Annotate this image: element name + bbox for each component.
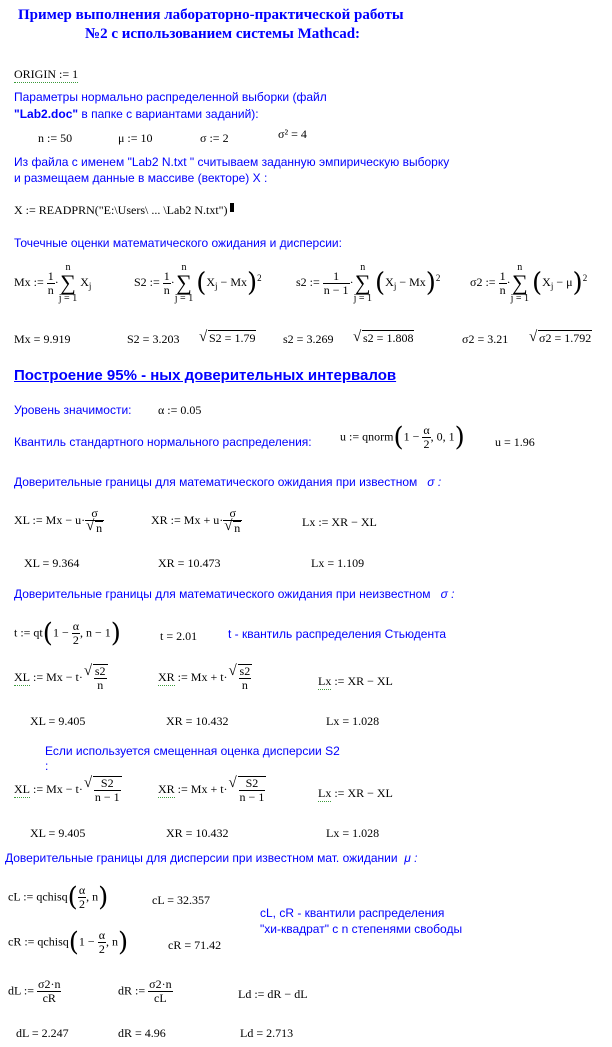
dl-formula[interactable]: dL := $\frac{\sigma 2\cdot n}{cR}$ [8, 977, 61, 1005]
sigma2-result: σ² = 4 [278, 127, 307, 141]
dr-formula[interactable]: dR := $\frac{\sigma 2\cdot n}{cL}$ [118, 977, 172, 1005]
read-expr[interactable]: X := READPRN("E:\Users\ ... \Lab2 N.txt") [14, 203, 234, 218]
params-text1: Параметры нормально распределенной выборки (файл [14, 90, 327, 104]
xr-unknown-result: XR = 10.432 [166, 714, 229, 728]
unknown-text: Доверительные границы для математического ожидания при неизвестном σ : [14, 587, 455, 601]
params-file: "Lab2.doc" [14, 107, 79, 121]
t-result: t = 2.01 [160, 629, 198, 643]
cr-result: cR = 71.42 [168, 938, 222, 952]
s2-formula[interactable]: s2 := $\frac{1}{n - 1}$ · n ∑ j = 1 $(X_j - Mx)^2$ [296, 262, 441, 304]
sqrt-S2-result: √ S2 = 1.79 [200, 330, 256, 346]
xr-known-formula[interactable]: XR := Mx + u· σ √ n [151, 507, 242, 535]
title-line1: Пример выполнения лабораторно-практической работы [18, 7, 404, 23]
origin-expr[interactable]: ORIGIN := 1 [14, 67, 79, 81]
cr-formula[interactable]: cR := qchisq(1 − $\frac{\alpha}{2}$ , n) [8, 927, 129, 958]
u-formula[interactable]: u := qnorm(1 − $\frac{\alpha}{2}$ , 0, 1) [340, 422, 465, 453]
ld-result: Ld = 2.713 [240, 1026, 294, 1040]
xl-biased-result: XL = 9.405 [30, 826, 86, 840]
xl-unknown-result: XL = 9.405 [30, 714, 86, 728]
t-note: t - квантиль распределения Стьюдента [228, 627, 447, 641]
section-title: Построение 95% - ных доверительных интервалов [14, 367, 397, 384]
xr-biased-result: XR = 10.432 [166, 826, 229, 840]
S2-formula[interactable]: S2 := $\frac{1}{n}$ · n ∑ j = 1 $(X_j - Mx)^2$ [134, 262, 262, 304]
mu-expr[interactable]: μ := 10 [118, 131, 153, 145]
xl-biased-formula[interactable]: XL := Mx − t· √ $\frac{S2}{n - 1}$ [14, 776, 122, 804]
s2-result: s2 = 3.269 [283, 332, 334, 346]
alpha-expr[interactable]: α := 0.05 [158, 403, 202, 417]
sigma2-result-value: σ2 = 3.21 [462, 332, 509, 346]
xr-known-result: XR = 10.473 [158, 556, 221, 570]
dr-result: dR = 4.96 [118, 1026, 166, 1040]
xl-known-formula[interactable]: XL := Mx − u· σ √ n [14, 507, 104, 535]
t-formula[interactable]: t := qt(1 − $\frac{\alpha}{2}$ , n − 1) [14, 618, 121, 649]
title-line2: №2 с использованием системы Mathcad: [85, 26, 361, 42]
lx-unknown-result: Lx = 1.028 [326, 714, 380, 728]
xr-biased-formula[interactable]: XR := Mx + t· √ $\frac{S2}{n - 1}$ [158, 776, 266, 804]
read-text-l2: и размещаем данные в массиве (векторе) X : [14, 171, 268, 185]
lx-known-formula[interactable]: Lx := XR − XL [302, 515, 377, 529]
signif-text: Уровень значимости: [14, 403, 132, 417]
dl-result: dL = 2.247 [16, 1026, 69, 1040]
lx-biased-formula[interactable]: Lx := XR − XL [318, 786, 393, 800]
lx-unknown-formula[interactable]: Lx := XR − XL [318, 674, 393, 688]
read-text-l1: Из файла с именем "Lab2 N.txt " считываем заданную эмпирическую выборку [14, 155, 450, 169]
sqrt-s2-result: √ s2 = 1.808 [354, 330, 414, 346]
params-text2: "Lab2.doc" в папке с вариантами заданий): [14, 107, 259, 121]
ld-formula[interactable]: Ld := dR − dL [238, 987, 308, 1001]
S2-result: S2 = 3.203 [127, 332, 180, 346]
quantile-text: Квантиль стандартного нормального распределения: [14, 435, 312, 449]
biased-colon: : [45, 759, 49, 773]
known-text: Доверительные границы для математического ожидания при известном σ : [14, 475, 442, 489]
mx-formula[interactable]: Mx := $\frac{1}{n}$ · n ∑ j = 1 $X_j$ [14, 262, 92, 304]
chi-note1: cL, cR - квантили распределения [260, 906, 445, 920]
cl-result: cL = 32.357 [152, 893, 210, 907]
cl-formula[interactable]: cL := qchisq( $\frac{\alpha}{2}$ , n) [8, 882, 109, 913]
xl-unknown-formula[interactable]: XL := Mx − t· √ $\frac{s2}{n}$ [14, 664, 108, 692]
mx-result: Mx = 9.919 [14, 332, 71, 346]
n-expr[interactable]: n := 50 [38, 131, 73, 145]
cursor-marker [230, 203, 234, 212]
sigma2-formula[interactable]: σ2 := $\frac{1}{n}$ · n ∑ j = 1 $(X_j - \mu)^2$ [470, 262, 588, 304]
xl-known-result: XL = 9.364 [24, 556, 80, 570]
point-title: Точечные оценки математического ожидания и дисперсии: [14, 236, 342, 250]
lx-known-result: Lx = 1.109 [311, 556, 365, 570]
sqrt-sigma2-result: √ σ2 = 1.792 [530, 330, 592, 346]
disp-text: Доверительные границы для дисперсии при известном мат. ожидании μ : [5, 851, 418, 865]
u-result: u = 1.96 [495, 435, 535, 449]
biased-text: Если используется смещенная оценка дисперсии S2 [45, 744, 340, 758]
chi-note2: "хи-квадрат" с n степенями свободы [260, 922, 463, 936]
xr-unknown-formula[interactable]: XR := Mx + t· √ $\frac{s2}{n}$ [158, 664, 252, 692]
lx-biased-result: Lx = 1.028 [326, 826, 380, 840]
sigma-expr[interactable]: σ := 2 [200, 131, 229, 145]
